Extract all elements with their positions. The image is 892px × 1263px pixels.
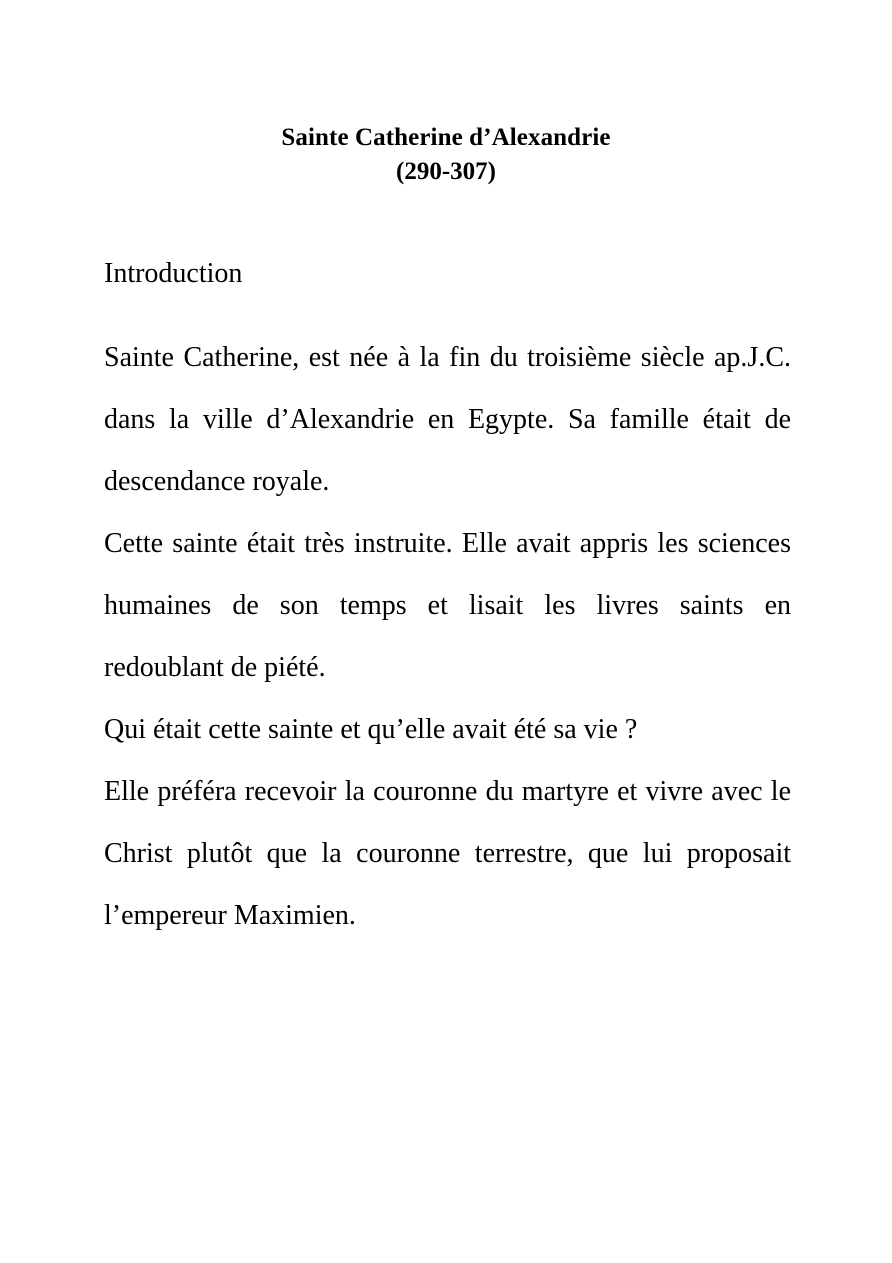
body-paragraph: Sainte Catherine, est née à la fin du troisième siècle ap.J.C. dans la ville d’Alexandrie en Egypte. Sa famille était de descendance royale. [104,342,791,497]
title-block [0,121,892,189]
page-title-dates: (290-307) [396,158,496,185]
body-paragraph: Elle préféra recevoir la couronne du martyre et vivre avec le Christ plutôt que la couronne terrestre, que lui proposait l’empereur Maximien. [104,776,791,931]
page-title: Sainte Catherine d’Alexandrie [281,124,611,151]
body-paragraph: Cette sainte était très instruite. Elle avait appris les sciences humaines de son temps et lisait les livres saints en redoublant de piété. [104,528,791,683]
body-paragraph: Qui était cette sainte et qu’elle avait été sa vie ? [104,714,638,745]
section-heading-introduction: Introduction [104,258,243,289]
body-text-column [104,243,791,947]
